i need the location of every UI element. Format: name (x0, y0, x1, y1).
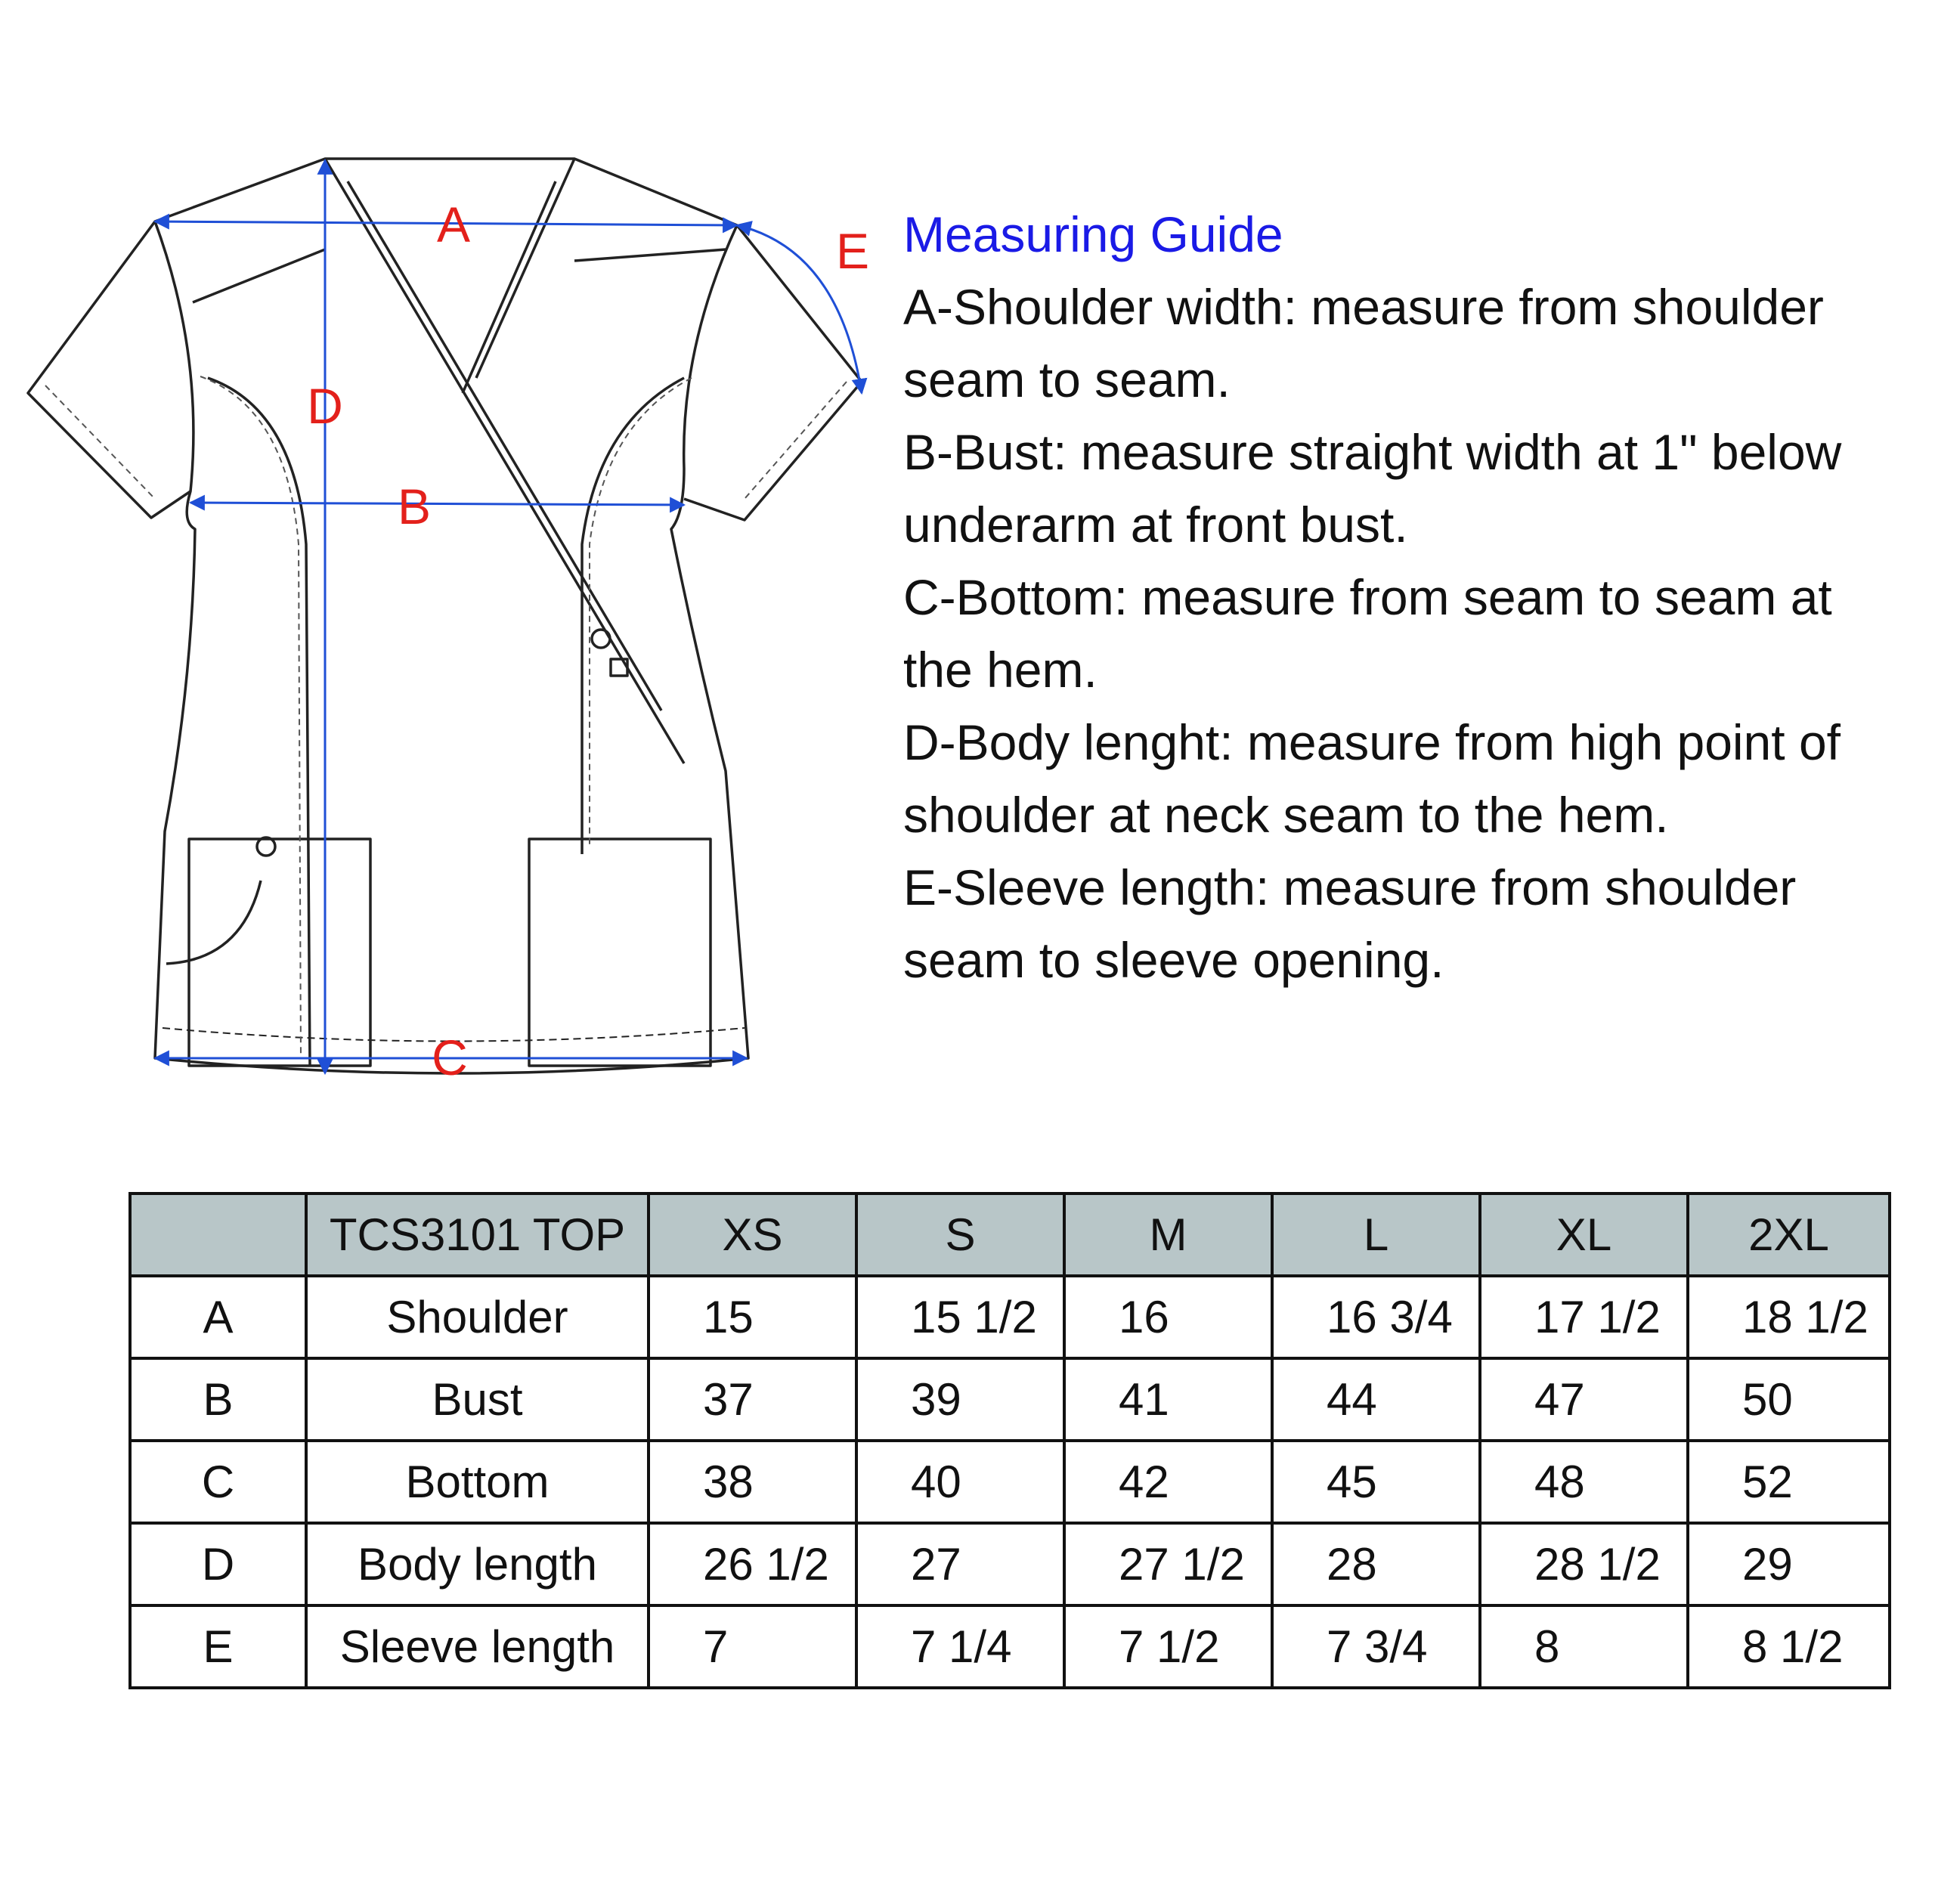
table-header-row (130, 1193, 1890, 1276)
cell-value: 7 3/4 (1272, 1605, 1480, 1688)
table-row (130, 1441, 1890, 1523)
cell-value: 48 (1480, 1441, 1688, 1523)
header-cell: S (856, 1193, 1064, 1276)
cell-value: 7 1/4 (856, 1605, 1064, 1688)
cell-value: 42 (1064, 1441, 1272, 1523)
header-cell: L (1272, 1193, 1480, 1276)
measuring-guide (903, 198, 1916, 996)
guide-line: underarm at front bust. (903, 497, 1408, 553)
label-a: A (436, 197, 471, 252)
cell-value: 8 (1480, 1605, 1688, 1688)
cell-value: 29 (1688, 1523, 1890, 1605)
guide-line: C-Bottom: measure from seam to seam at (903, 569, 1832, 625)
cell-value: 27 1/2 (1064, 1523, 1272, 1605)
row-code: B (130, 1358, 306, 1441)
cell-value: 28 (1272, 1523, 1480, 1605)
cell-value: 26 1/2 (649, 1523, 856, 1605)
label-c: C (432, 1029, 468, 1085)
cell-value: 7 1/2 (1064, 1605, 1272, 1688)
cell-value: 16 (1064, 1276, 1272, 1358)
cell-value: 50 (1688, 1358, 1890, 1441)
table-row (130, 1605, 1890, 1688)
row-label: Body length (306, 1523, 649, 1605)
cell-value: 41 (1064, 1358, 1272, 1441)
cell-value: 16 3/4 (1272, 1276, 1480, 1358)
table-row (130, 1276, 1890, 1358)
measure-labels (307, 197, 869, 1085)
guide-line: the hem. (903, 642, 1098, 698)
cell-value: 52 (1688, 1441, 1890, 1523)
guide-line: D-Body lenght: measure from high point of (903, 714, 1841, 770)
row-label: Bust (306, 1358, 649, 1441)
row-code: A (130, 1276, 306, 1358)
cell-value: 7 (649, 1605, 856, 1688)
guide-line: A-Shoulder width: measure from shoulder (903, 279, 1824, 335)
header-cell: XS (649, 1193, 856, 1276)
guide-line: shoulder at neck seam to the hem. (903, 787, 1669, 843)
cell-value: 45 (1272, 1441, 1480, 1523)
guide-line: E-Sleeve length: measure from shoulder (903, 859, 1797, 915)
cell-value: 40 (856, 1441, 1064, 1523)
row-label: Sleeve length (306, 1605, 649, 1688)
cell-value: 44 (1272, 1358, 1480, 1441)
cell-value: 8 1/2 (1688, 1605, 1890, 1688)
garment-diagram (0, 0, 907, 1119)
label-b: B (397, 478, 432, 534)
cell-value: 38 (649, 1441, 856, 1523)
row-code: E (130, 1605, 306, 1688)
cell-value: 15 1/2 (856, 1276, 1064, 1358)
cell-value: 18 1/2 (1688, 1276, 1890, 1358)
header-cell: 2XL (1688, 1193, 1890, 1276)
garment-outline (28, 159, 862, 1073)
arrow-b (190, 503, 684, 505)
header-cell: XL (1480, 1193, 1688, 1276)
header-cell (130, 1193, 306, 1276)
row-code: D (130, 1523, 306, 1605)
measure-arrows (155, 160, 862, 1073)
table-row (130, 1523, 1890, 1605)
cell-value: 47 (1480, 1358, 1688, 1441)
row-label: Shoulder (306, 1276, 649, 1358)
row-label: Bottom (306, 1441, 649, 1523)
guide-line: seam to seam. (903, 351, 1231, 407)
cell-value: 37 (649, 1358, 856, 1441)
cell-value: 17 1/2 (1480, 1276, 1688, 1358)
guide-line: B-Bust: measure straight width at 1" below (903, 424, 1842, 480)
label-d: D (307, 378, 343, 434)
cell-value: 39 (856, 1358, 1064, 1441)
size-chart-table (128, 1192, 1891, 1689)
cell-value: 28 1/2 (1480, 1523, 1688, 1605)
header-cell: M (1064, 1193, 1272, 1276)
guide-title: Measuring Guide (903, 206, 1283, 262)
table-row (130, 1358, 1890, 1441)
header-cell: TCS3101 TOP (306, 1193, 649, 1276)
guide-line: seam to sleeve opening. (903, 932, 1444, 988)
row-code: C (130, 1441, 306, 1523)
label-e: E (835, 223, 870, 279)
stitch-lines (45, 376, 847, 1058)
cell-value: 15 (649, 1276, 856, 1358)
cell-value: 27 (856, 1523, 1064, 1605)
